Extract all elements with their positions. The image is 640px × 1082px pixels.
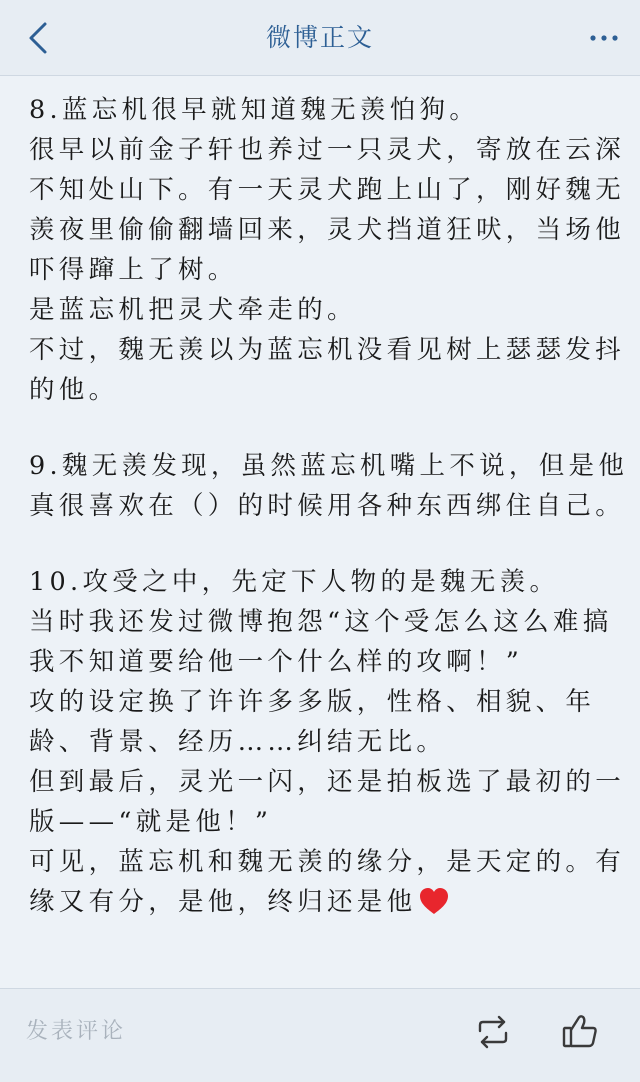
navigation-bar	[0, 0, 640, 76]
text-line-content: 我不知道要给他一个什么样的攻啊！”	[29, 647, 524, 677]
thumbs-up-icon	[560, 1011, 600, 1051]
text-line-content: 羡夜里偷偷翻墙回来，灵犬挡道狂吠，当场他	[29, 215, 626, 245]
paragraph-spacer	[29, 526, 616, 562]
more-horizontal-icon	[589, 34, 619, 42]
text-line-content: 8.蓝忘机很早就知道魏无羡怕狗。	[29, 95, 480, 125]
text-line-content: 真很喜欢在（）的时候用各种东西绑住自己。	[29, 491, 626, 521]
bottom-toolbar	[0, 988, 640, 1082]
text-line	[29, 882, 616, 922]
text-line	[29, 486, 626, 526]
text-line-content: 当时我还发过微博抱怨“这个受怎么这么难搞	[29, 607, 613, 637]
text-line-content: 版——“就是他！”	[29, 807, 273, 837]
text-line	[29, 170, 626, 210]
text-line	[29, 842, 626, 882]
more-options-button[interactable]	[586, 20, 622, 56]
text-line	[29, 682, 616, 722]
repost-button[interactable]	[474, 1015, 512, 1049]
text-line	[29, 90, 616, 130]
text-line-content: 攻的设定换了许许多多版，性格、相貌、年	[29, 687, 596, 717]
text-line	[29, 446, 629, 486]
text-line	[29, 210, 626, 250]
text-line	[29, 802, 616, 842]
text-line	[29, 330, 626, 370]
text-line	[29, 762, 626, 802]
text-line	[29, 642, 616, 682]
comment-input-button[interactable]: 发表评论	[26, 1019, 127, 1044]
text-line-content: 吓得蹿上了树。	[29, 255, 238, 285]
repost-icon	[474, 1015, 512, 1049]
text-line-content: 10.攻受之中，先定下人物的是魏无羡。	[29, 567, 560, 597]
like-button[interactable]	[560, 1011, 600, 1051]
text-line	[29, 130, 626, 170]
text-line-content: 很早以前金子轩也养过一只灵犬，寄放在云深	[29, 135, 626, 165]
text-line	[29, 290, 616, 330]
text-line-content: 但到最后，灵光一闪，还是拍板选了最初的一	[29, 767, 626, 797]
text-line	[29, 250, 616, 290]
post-content-area[interactable]	[0, 76, 640, 988]
text-line	[29, 562, 616, 602]
text-line-content: 缘又有分，是他，终归还是他	[29, 887, 417, 917]
text-line-content: 的他。	[29, 375, 119, 405]
text-line	[29, 602, 616, 642]
text-line	[29, 722, 616, 762]
page-title: 微博正文	[265, 23, 374, 52]
text-line-content: 9.魏无羡发现，虽然蓝忘机嘴上不说，但是他	[29, 451, 629, 481]
post-text	[0, 76, 640, 922]
text-line-content: 可见，蓝忘机和魏无羡的缘分，是天定的。有	[29, 847, 626, 877]
text-line-content: 是蓝忘机把灵犬牵走的。	[29, 295, 357, 325]
text-line	[29, 370, 616, 410]
red-heart-icon	[418, 886, 450, 916]
text-line-content: 不知处山下。有一天灵犬跑上山了，刚好魏无	[29, 175, 626, 205]
paragraph-spacer	[29, 410, 616, 446]
text-line-content: 不过，魏无羡以为蓝忘机没看见树上瑟瑟发抖	[29, 335, 626, 365]
text-line-content: 龄、背景、经历……纠结无比。	[29, 727, 447, 757]
